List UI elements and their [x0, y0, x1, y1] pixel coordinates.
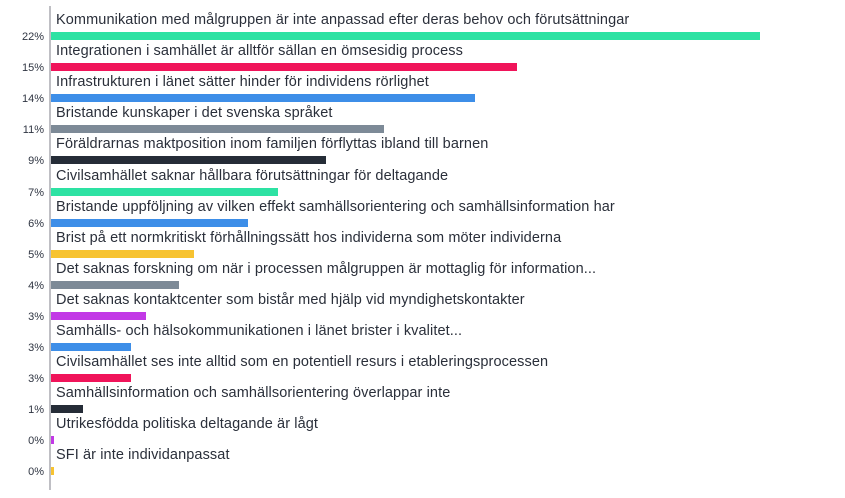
category-label: Integrationen i samhället är alltför sällan en ömsesidig process — [56, 43, 463, 60]
category-label: Samhälls- och hälsokommunikationen i länet brister i kvalitet... — [56, 323, 463, 339]
value-label: 4% — [28, 279, 44, 292]
category-label: Utrikesfödda politiska deltagande är lågt — [56, 416, 319, 433]
bar-row — [0, 352, 845, 386]
bar — [51, 467, 54, 475]
bar — [51, 436, 54, 444]
bar — [51, 32, 760, 40]
bar-row — [0, 103, 845, 137]
value-label: 22% — [21, 31, 44, 43]
category-label: SFI är inte individanpassat — [56, 447, 230, 464]
bar-row — [0, 383, 845, 417]
value-label: 14% — [21, 93, 44, 106]
value-label: 9% — [28, 155, 44, 168]
category-label: Brist på ett normkritiskt förhållningssätt hos individerna som möter individerna — [56, 229, 562, 246]
bar-row — [0, 414, 845, 448]
bar — [51, 219, 248, 227]
bar — [51, 94, 475, 102]
category-label: Kommunikation med målgruppen är inte anpassad efter deras behov och förutsättningar — [56, 12, 630, 28]
bar-row — [0, 41, 845, 75]
bar-row — [0, 72, 845, 106]
category-label: Det saknas kontaktcenter som bistår med hjälp vid myndighetskontakter — [56, 291, 525, 308]
value-label: 7% — [28, 186, 44, 199]
value-label: 3% — [28, 373, 44, 386]
value-label: 1% — [28, 404, 44, 417]
bar-row — [0, 259, 845, 290]
bar — [51, 405, 83, 413]
value-label: 11% — [22, 124, 44, 137]
bar-row — [0, 197, 845, 228]
bar-row — [0, 134, 845, 168]
bar — [51, 188, 278, 196]
bar-row — [0, 290, 845, 321]
bar-row — [0, 10, 845, 41]
bar-row — [0, 166, 845, 197]
category-label: Samhällsinformation och samhällsorientering överlappar inte — [56, 385, 451, 402]
bar — [51, 125, 384, 133]
bar — [51, 374, 131, 382]
category-label: Bristande kunskaper i det svenska språket — [56, 105, 333, 122]
value-label: 5% — [28, 248, 44, 261]
category-label: Föräldrarnas maktposition inom familjen förflyttas ibland till barnen — [56, 136, 489, 153]
bar-row — [0, 321, 845, 352]
value-label: 0% — [28, 435, 44, 448]
category-label: Det saknas forskning om när i processen målgruppen är mottaglig för information... — [56, 260, 597, 277]
bar — [51, 281, 179, 289]
bar — [51, 250, 194, 258]
value-label: 3% — [28, 310, 44, 323]
value-label: 15% — [21, 62, 44, 75]
value-label: 3% — [28, 342, 44, 354]
bar-row — [0, 445, 845, 479]
category-label: Civilsamhället ses inte alltid som en potentiell resurs i etableringsprocessen — [56, 354, 549, 371]
bar-row — [0, 228, 845, 259]
value-label: 0% — [28, 466, 44, 479]
value-label: 6% — [28, 217, 44, 230]
bar — [51, 312, 146, 320]
category-label: Bristande uppföljning av vilken effekt samhällsorientering och samhällsinformation har — [56, 198, 615, 215]
bar — [51, 343, 131, 351]
bar — [51, 156, 326, 164]
category-label: Infrastrukturen i länet sätter hinder för individens rörlighet — [56, 74, 429, 91]
category-label: Civilsamhället saknar hållbara förutsättningar för deltagande — [56, 167, 449, 184]
bar — [51, 63, 517, 71]
